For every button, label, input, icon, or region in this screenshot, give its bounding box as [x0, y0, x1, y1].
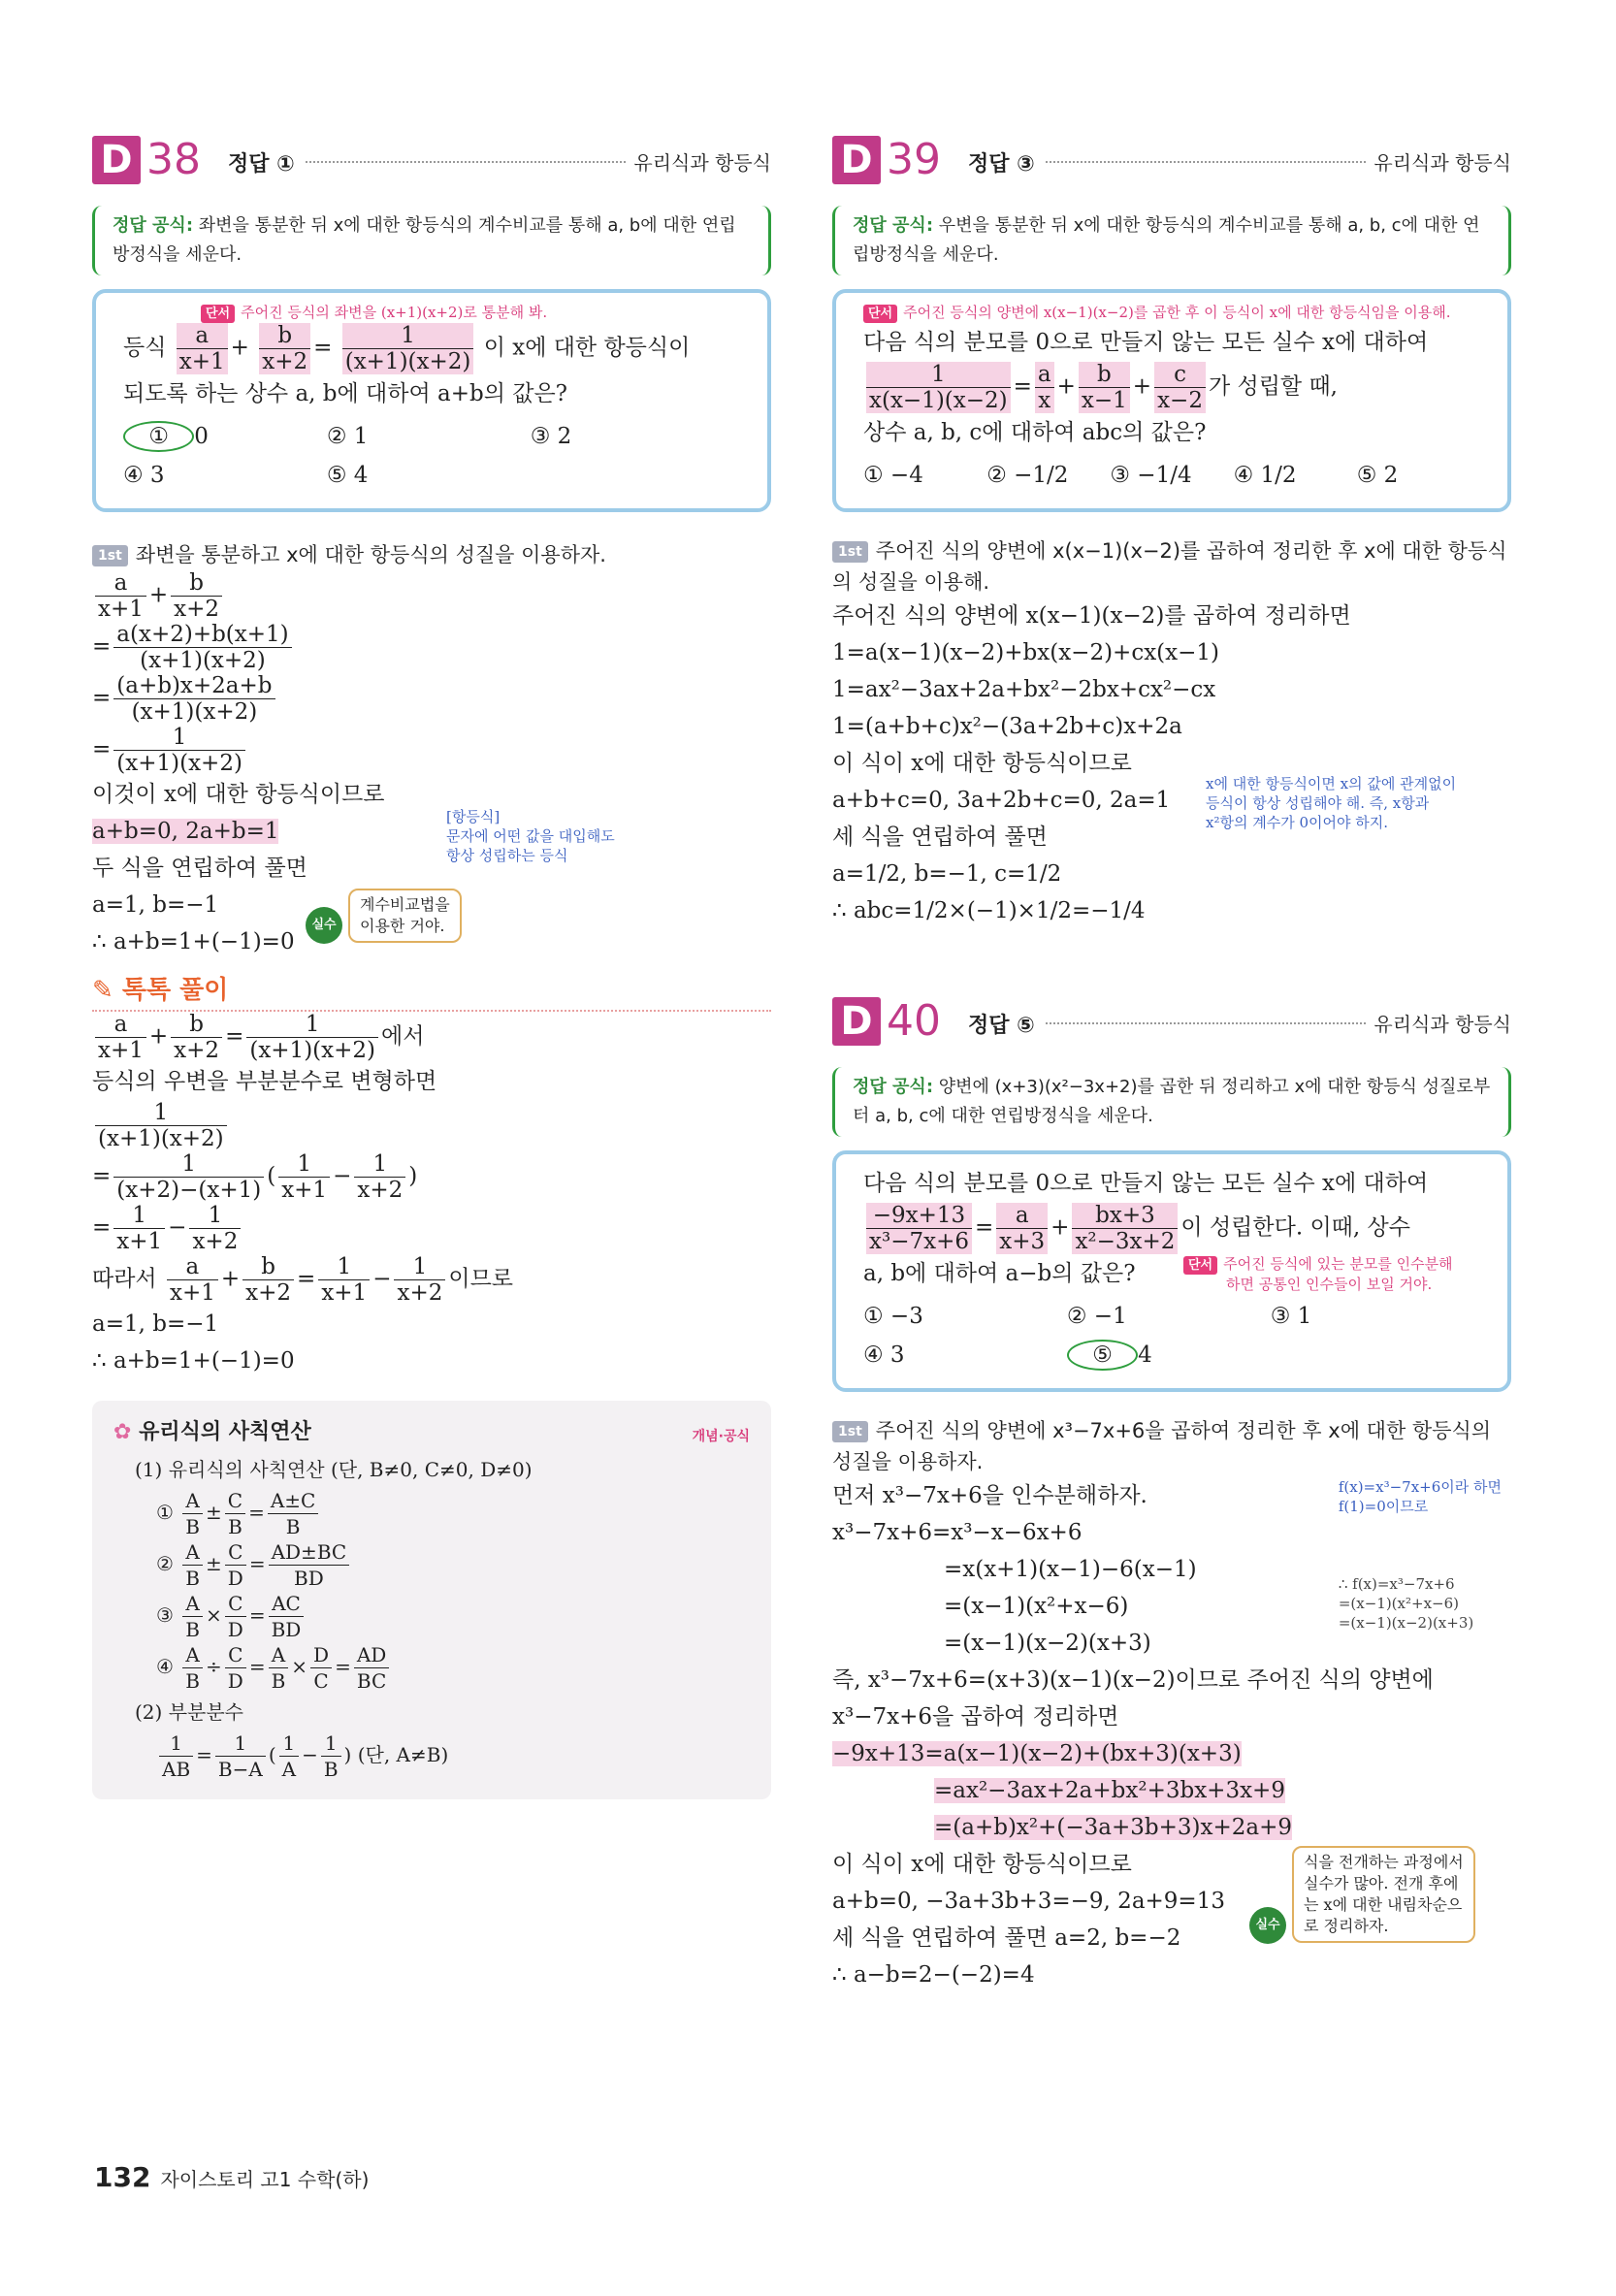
- choice-1[interactable]: ① 0: [123, 417, 327, 456]
- warning-icon: 실수: [1249, 1907, 1286, 1944]
- choice-list: [863, 1297, 1480, 1374]
- answer-formula: 정답 공식: 양변에 (x+3)(x²−3x+2)를 곱한 뒤 정리하고 x에 대한 항등식 성질로부터 a, b, c에 대한 연립방정식을 세운다.: [832, 1067, 1511, 1137]
- d-badge: D: [92, 136, 141, 184]
- flower-icon: ✿: [113, 1420, 140, 1444]
- choice-4[interactable]: ④ 3: [123, 463, 165, 488]
- choice-3[interactable]: ③ 2: [530, 424, 572, 449]
- mistake-tip: 실수계수비교법을 이용한 거야.: [306, 889, 462, 944]
- factor-note: f(x)=x³−7x+6이라 하면 f(1)=0이므로 ∴ f(x)=x³−7x+6 =(x−1)(x²+x−6) =(x−1)(x−2)(x+3): [1338, 1478, 1502, 1632]
- answer-formula: 정답 공식: 우변을 통분한 뒤 x에 대한 항등식의 계수비교를 통해 a, b, c에 대한 연립방정식을 세운다.: [832, 206, 1511, 275]
- concept-box: ✿ 유리식의 사칙연산 개념·공식 (1) 유리식의 사칙연산 (단, B≠0, C≠0, D≠0) ① $\frac{A}{B}$ ± $\frac{C}{B}$ = $\frac{A\pm C}{B}$ ② $\frac{A}{B}$ ± $\frac{C}{D}$ = $\frac{AD\pm BC}{BD}$ ③ $\frac{A}{B}$ × $\frac{C}{D}$ = $\frac{AC}{BD}$ ④ $\frac{A}{B}$ ÷ $\frac{C}{D}$ = $\frac{A}{B}$ × $\frac{D}{C}$ = $\frac{AD}{BC}$ (2) 부분분수 $\frac{1}{AB}$ = $\frac{1}{B-A}$ ( $\frac{1}{A}$ − $\frac{1}{B}$ ) (단, A≠B): [92, 1401, 771, 1799]
- solution-40: f(x)=x³−7x+6이라 하면 f(1)=0이므로 ∴ f(x)=x³−7x+6 =(x−1)(x²+x−6) =(x−1)(x−2)(x+3) 먼저 x³−7x+6을 인수분해하자. x³−7x+6=x³−x−6x+6 =x(x+1)(x−1)−6(x−1) =(x−1)(x²+x−6) =(x−1)(x−2)(x+3) 즉, x³−7x+6=(x+3)(x−1)(x−2)이므로 주어진 식의 양변에 x³−7x+6을 곱하여 정리하면 −9x+13=a(x−1)(x−2)+(bx+3)(x+3) =ax²−3ax+2a+bx²+3bx+3x+9 =(a+b)x²+(−3a+3b+3)x+2a+9 이 식이 x에 대한 항등식이므로 실수식을 전개하는 과정에서 실수가 많아. 전개 후에 는 x에 대한 내림차순으 로 정리하자. a+b=0, −3a+3b+3=−9, 2a+9=13 세 식을 연립하여 풀면 a=2, b=−2 ∴ a−b=2−(−2)=4: [832, 1478, 1502, 1988]
- problem-39: 단서 주어진 등식의 양변에 x(x−1)(x−2)를 곱한 후 이 등식이 x에 대한 항등식임을 이용해. 다음 식의 분모를 0으로 만들지 않는 모든 실수 x에 대하여 $\frac{1}{x(x-1)(x-2)}$ = $\frac{a}{x}$ + $\frac{b}{x-1}$ + $\frac{c}{x-2}$ 가 성립할 때, 상수 a, b, c에 대하여 abc의 값은? ① −4 ② −1/2 ③ −1/4 ④ 1/2 ⑤ 2: [832, 289, 1511, 512]
- mistake-tip: 실수식을 전개하는 과정에서 실수가 많아. 전개 후에 는 x에 대한 내림차순으 로 정리하자.: [1249, 1846, 1475, 1944]
- choice-3[interactable]: ③ −1/4: [1110, 463, 1192, 488]
- identity-note: [항등식] 문자에 어떤 값을 대입해도 항상 성립하는 등식: [446, 808, 615, 864]
- choice-1[interactable]: ① −4: [863, 463, 923, 488]
- choice-list: [863, 456, 1480, 495]
- choice-2[interactable]: ② 1: [326, 424, 369, 449]
- choice-3[interactable]: ③ 1: [1270, 1304, 1312, 1329]
- right-column: D 39 정답 ③ 유리식과 항등식 정답 공식: 우변을 통분한 뒤 x에 대한 항등식의 계수비교를 통해 a, b, c에 대한 연립방정식을 세운다. 단서 주어진 등식의 양변에 x(x−1)(x−2)를 곱한 후 이 등식이 x에 대한 항등식임을 이용해. 다음 식의 분모를 0으로 만들지 않는 모든 실수 x에 대하여 $\frac{1}{x(x-1)(x-2)}$ = $\frac{a}{x}$ + $\frac{b}{x-1}$ + $\frac{c}{x-2}$ 가 성립할 때, 상수 a, b, c에 대하여 abc의 값은? ① −4 ② −1/2 ③ −1/4 ④ 1/2 ⑤ 2 1st 주어진 식의 양변에 x(x−1)(x−2)를 곱하여 정리한 후 x에 대한 항등식의 성질을 이용해. 주어진 식의 양변에 x(x−1)(x−2)를 곱하여 정리하면 1=a(x−1)(x−2)+bx(x−2)+cx(x−1) 1=ax²−3ax+2a+bx²−2bx+cx²−cx 1=(a+b+c)x²−(3a+2b+c)x+2a 이 식이 x에 대한 항등식이므로 a+b+c=0, 3a+2b+c=0, 2a=1 x에 대한 항등식이면 x의 값에 관계없이 등식이 항상 성립해야 해. 즉, x항과 x²항의 계수가 0이어야 하지. 세 식을 연립하여 풀면 a=1/2, b=−1, c=1/2 ∴ abc=1/2×(−1)×1/2=−1/4 D 40 정답 ⑤ 유리식과 항등식 정답 공식: 양변에 (x+3)(x²−3x+2)를 곱한 뒤 정리하고 x에 대한 항등식 성질로부터 a, b, c에 대한 연립방정식을 세운다. 다음 식의 분모를 0으로 만들지 않는 모든 실수 x에 대하여 $\frac{-9x+13}{\text{x³−7x+6}}$ = $\frac{a}{x+3}$ + $\frac{bx+3}{\text{x²−3x+2}}$ 이 성립한다. 이때, 상수 a, b에 대하여 a−b의 값은? 단서 주어진 등식에 있는 분모를 인수분해 하면 공통인 인수들이 보일 거야. ① −3 ② −1 ③ 1 ④ 3 ⑤ 4 1st 주어진 식의 양변에 x³−7x+6을 곱하여 정리한 후 x에 대한 항등식의 성질을 이용하자. f(x)=x³−7x+6이라 하면 f(1)=0이므로 ∴ f(x)=x³−7x+6 =(x−1)(x²+x−6) =(x−1)(x−2)(x+3) 먼저 x³−7x+6을 인수분해하자. x³−7x+6=x³−x−6x+6 =x(x+1)(x−1)−6(x−1) =(x−1)(x²+x−6) =(x−1)(x−2)(x+3) 즉, x³−7x+6=(x+3)(x−1)(x−2)이므로 주어진 식의 양변에 x³−7x+6을 곱하여 정리하면 −9x+13=a(x−1)(x−2)+(bx+3)(x+3) =ax²−3ax+2a+bx²+3bx+3x+9 =(a+b)x²+(−3a+3b+3)x+2a+9 이 식이 x에 대한 항등식이므로 실수식을 전개하는 과정에서 실수가 많아. 전개 후에 는 x에 대한 내림차순으 로 정리하자. a+b=0, −3a+3b+3=−9, 2a+9=13 세 식을 연립하여 풀면 a=2, b=−2 ∴ a−b=2−(−2)=4: [832, 126, 1511, 1993]
- solution-38: $\frac{a}{x+1}$ + $\frac{b}{x+2}$ = $\frac{a(x+2)+b(x+1)}{(x+1)(x+2)}$ = $\frac{(a+b)x+2a+b}{(x+1)(x+2)}$ = $\frac{1}{(x+1)(x+2)}$ 이것이 x에 대한 항등식이므로 a+b=0, 2a+b=1 [항등식] 문자에 어떤 값을 대입해도 항상 성립하는 등식 두 식을 연립하여 풀면 a=1, b=−1 실수계수비교법을 이용한 거야. ∴ a+b=1+(−1)=0: [92, 570, 615, 954]
- choice-5[interactable]: ⑤ 4: [326, 463, 369, 488]
- choice-1[interactable]: ① −3: [863, 1304, 923, 1329]
- answer-formula: 정답 공식: 좌변을 통분한 뒤 x에 대한 항등식의 계수비교를 통해 a, b에 대한 연립방정식을 세운다.: [92, 206, 771, 275]
- problem-40: 다음 식의 분모를 0으로 만들지 않는 모든 실수 x에 대하여 $\frac{-9x+13}{\text{x³−7x+6}}$ = $\frac{a}{x+3}$ + $\frac{bx+3}{\text{x²−3x+2}}$ 이 성립한다. 이때, 상수 a, b에 대하여 a−b의 값은? 단서 주어진 등식에 있는 분모를 인수분해 하면 공통인 인수들이 보일 거야. ① −3 ② −1 ③ 1 ④ 3 ⑤ 4: [832, 1150, 1511, 1392]
- hint-text: 주어진 등식의 좌변을 (x+1)(x+2)로 통분해 봐.: [241, 304, 548, 321]
- choice-2[interactable]: ② −1: [1066, 1304, 1127, 1329]
- choice-2[interactable]: ② −1/2: [986, 463, 1069, 488]
- question-39-header: D 39 정답 ③ 유리식과 항등식: [832, 126, 1511, 188]
- choice-4[interactable]: ④ 3: [863, 1342, 905, 1368]
- problem-stem: 되도록 하는 상수 a, b에 대하여 a+b의 값은?: [123, 381, 568, 406]
- problem-38: 단서 주어진 등식의 좌변을 (x+1)(x+2)로 통분해 봐. 등식 $\frac{a}{x+1}$ + $\frac{b}{x+2}$ = $\frac{1}{(x+1)(x+2)}$ 이 x에 대한 항등식이 되도록 하는 상수 a, b에 대하여 a+b의 값은? ① 0 ② 1 ③ 2 ④ 3 ⑤ 4: [92, 289, 771, 512]
- question-38-header: [92, 126, 771, 188]
- solution-39: 주어진 식의 양변에 x(x−1)(x−2)를 곱하여 정리하면 1=a(x−1)(x−2)+bx(x−2)+cx(x−1) 1=ax²−3ax+2a+bx²−2bx+cx²−cx 1=(a+b+c)x²−(3a+2b+c)x+2a 이 식이 x에 대한 항등식이므로 a+b+c=0, 3a+2b+c=0, 2a=1 x에 대한 항등식이면 x의 값에 관계없이 등식이 항상 성립해야 해. 즉, x항과 x²항의 계수가 0이어야 하지. 세 식을 연립하여 풀면 a=1/2, b=−1, c=1/2 ∴ abc=1/2×(−1)×1/2=−1/4: [832, 603, 1457, 923]
- left-column: [92, 126, 771, 1799]
- pencil-icon: ✎: [92, 976, 122, 1005]
- page-footer: 132 자이스토리 고1 수학(하): [94, 2161, 370, 2193]
- warning-icon: 실수: [306, 907, 342, 944]
- leader-dots: [306, 161, 626, 163]
- identity-note: x에 대한 항등식이면 x의 값에 관계없이 등식이 항상 성립해야 해. 즉, x항과 x²항의 계수가 0이어야 하지.: [1206, 775, 1457, 831]
- hint-badge: 단서: [201, 305, 235, 323]
- answer-label: 정답 ①: [228, 152, 295, 177]
- topic-label: 유리식과 항등식: [633, 151, 771, 175]
- question-40-header: D 40 정답 ⑤ 유리식과 항등식: [832, 987, 1511, 1050]
- quick-solution: $\frac{a}{x+1}$ + $\frac{b}{x+2}$ = $\frac{1}{(x+1)(x+2)}$ 에서 등식의 우변을 부분분수로 변형하면 $\frac{1}{(x+1)(x+2)}$ = $\frac{1}{(x+2)-(x+1)}$ ( $\frac{1}{x+1}$ − $\frac{1}{x+2}$ ) = $\frac{1}{x+1}$ − $\frac{1}{x+2}$ 따라서 $\frac{a}{x+1}$ + $\frac{b}{x+2}$ = $\frac{1}{x+1}$ − $\frac{1}{x+2}$ 이므로 a=1, b=−1 ∴ a+b=1+(−1)=0: [92, 1012, 514, 1374]
- choice-5[interactable]: ⑤ 4: [1067, 1336, 1271, 1374]
- quick-solution-title: ✎ 톡톡 풀이: [92, 970, 771, 1012]
- choice-5[interactable]: ⑤ 2: [1356, 463, 1399, 488]
- fraction: $\frac{a}{x+1}$: [177, 323, 228, 374]
- choice-4[interactable]: ④ 1/2: [1233, 463, 1297, 488]
- step-header: 1st 좌변을 통분하고 x에 대한 항등식의 성질을 이용하자.: [92, 539, 771, 570]
- choice-list: [123, 417, 740, 495]
- question-number: 38: [146, 135, 201, 184]
